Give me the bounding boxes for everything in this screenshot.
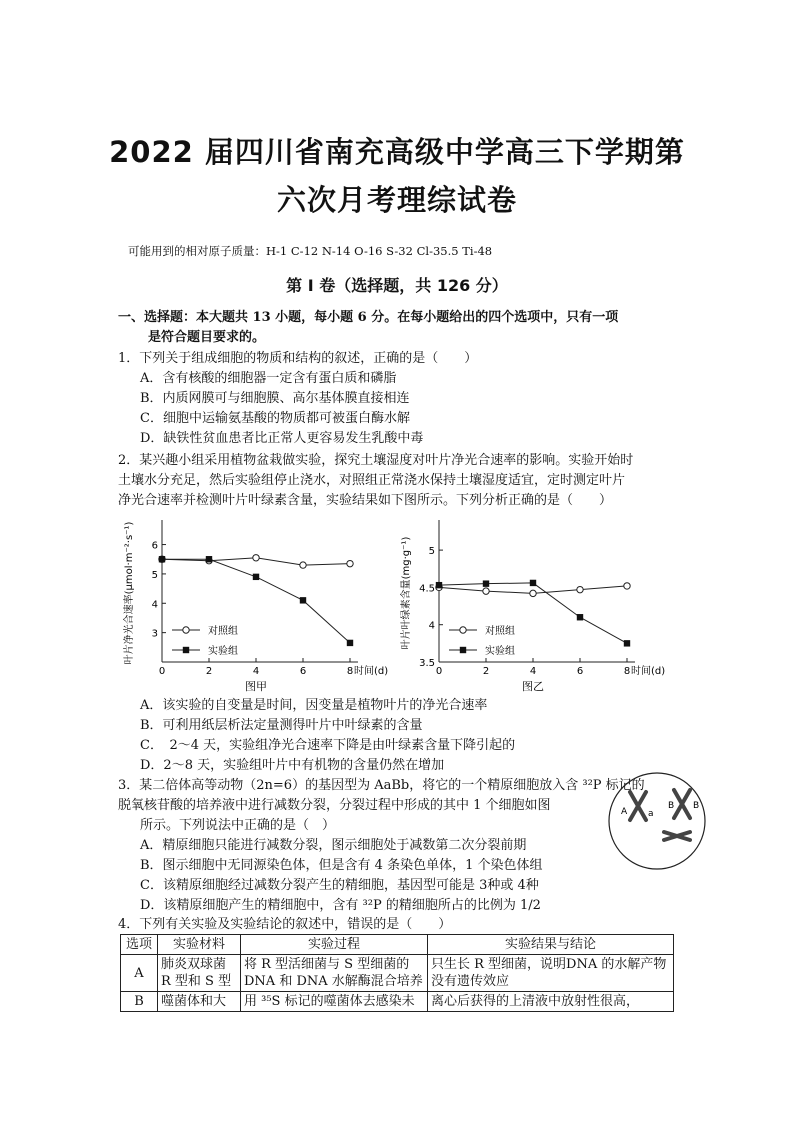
cell-membrane [609,773,705,869]
data-point-experiment [300,597,306,603]
q2-option-c: C． 2～4 天，实验组净光合速率下降是由叶绿素含量下降引起的 [140,738,516,753]
gene-label-b-left: B [668,801,675,811]
legend-label-control: 对照组 [208,626,238,637]
q1-option-b: B．内质网膜可与细胞膜、高尔基体膜直接相连 [140,391,410,406]
atomic-masses: 可能用到的相对原子质量：H-1 C-12 N-14 O-16 S-32 Cl-35.5 Ti-48 [128,244,493,258]
legend-marker-experiment [183,647,189,653]
row-b-material: 噬菌体和大 [158,992,241,1012]
row-b-option: B [121,992,158,1012]
data-point-experiment [577,614,583,620]
gene-label-a-lower: a [648,809,654,819]
header-material: 实验材料 [158,935,241,955]
header-result: 实验结果与结论 [428,935,674,955]
q3-stem-3: 所示。下列说法中正确的是（ ） [140,818,336,833]
y-tick-label: 3 [151,628,158,640]
legend-marker-control [183,627,189,633]
q3-option-c: C．该精原细胞经过减数分裂产生的精细胞，基因型可能是 3种或 4种 [140,878,539,893]
y-tick-label: 4.5 [419,583,435,595]
x-tick-label: 8 [623,666,631,677]
table-header-row [121,935,674,955]
legend-marker-control [460,627,466,633]
row-b-result: 离心后获得的上清液中放射性很高， [428,992,674,1012]
q1-option-a: A．含有核酸的细胞器一定含有蛋白质和磷脂 [140,371,397,386]
y-tick-label: 4 [428,620,435,632]
chart-caption: 图乙 [522,680,544,693]
x-tick-label: 6 [299,666,307,677]
data-point-experiment [206,556,212,562]
q2-stem-2: 土壤水分充足，然后实验组停止浇水，对照组正常浇水保持土壤湿度适宜，定时测定叶片 [118,473,626,488]
x-axis-label: 时间(d) [631,666,666,677]
header-option: 选项 [121,935,158,955]
y-tick-label: 5 [151,569,158,581]
exam-title-line2: 六次月考理综试卷 [276,183,517,217]
q2-option-b: B．可利用纸层析法定量测得叶片中叶绿素的含量 [140,718,423,733]
q3-option-d: D．该精原细胞产生的精细胞中，含有 ³²P 的精细胞所占的比例为 1/2 [140,898,541,913]
x-tick-label: 6 [576,666,584,677]
chart-net-photosynthesis [118,512,408,694]
x-tick-label: 0 [158,666,166,677]
chromosome-right [674,790,690,818]
section-instruction-1: 一、选择题：本大题共 13 小题，每小题 6 分。在每小题给出的四个选项中，只有一项 [118,310,619,325]
data-point-control [624,583,630,589]
table-row [121,955,674,992]
data-point-control [300,562,306,568]
q1-option-d: D．缺铁性贫血患者比正常人更容易发生乳酸中毒 [140,431,424,446]
data-point-experiment [530,580,536,586]
row-a-material: 肺炎双球菌 R 型和 S 型 [158,955,241,992]
q3-option-b: B．图示细胞中无同源染色体，但是含有 4 条染色单体，1 个染色体组 [140,858,543,873]
y-tick-label: 6 [151,540,158,552]
x-tick-label: 4 [529,666,537,677]
x-tick-label: 0 [435,666,443,677]
chart-chlorophyll [395,512,685,694]
data-point-control [483,588,489,594]
y-tick-label: 4 [151,599,158,611]
header-process: 实验过程 [241,935,428,955]
data-point-experiment [436,582,442,588]
q1-option-c: C．细胞中运输氨基酸的物质都可被蛋白酶水解 [140,411,410,426]
q2-option-a: A．该实验的自变量是时间，因变量是植物叶片的净光合速率 [140,698,488,713]
section-instruction-2: 是符合题目要求的。 [148,330,266,345]
gene-label-b-right: B [693,801,700,811]
data-point-control [530,590,536,596]
data-point-control [577,586,583,592]
data-point-control [347,560,353,566]
row-a-result: 只生长 R 型细菌，说明DNA 的水解产物没有遗传效应 [428,955,674,992]
chart-caption: 图甲 [245,680,267,693]
cell-diagram [606,770,708,872]
chromosome-bottom [664,832,690,840]
data-point-experiment [624,640,630,646]
legend-label-experiment: 实验组 [208,646,238,657]
data-point-experiment [483,580,489,586]
q2-stem-3: 净光合速率并检测叶片叶绿素含量，实验结果如下图所示。下列分析正确的是（ ） [118,493,613,508]
data-point-experiment [159,556,165,562]
y-axis-label: 叶片叶绿素含量(mg·g⁻¹) [401,536,412,650]
y-tick-label: 3.5 [419,658,435,669]
data-point-experiment [347,640,353,646]
q4-stem: 4．下列有关实验及实验结论的叙述中，错误的是（ ） [118,917,452,932]
legend-marker-experiment [460,647,466,653]
x-tick-label: 2 [205,666,213,677]
chromosome-left [630,792,646,820]
row-a-option: A [121,955,158,992]
section-heading: 第 Ⅰ 卷（选择题，共 126 分） [286,276,508,295]
y-tick-label: 5 [428,546,435,558]
x-tick-label: 8 [346,666,354,677]
table-row [121,992,674,1012]
x-tick-label: 2 [482,666,490,677]
q3-stem-1: 3．某二倍体高等动物（2n=6）的基因型为 AaBb，将它的一个精原细胞放入含 ³²P 标记的 [118,778,645,793]
x-tick-label: 4 [252,666,260,677]
data-point-control [253,555,259,561]
q3-stem-2: 脱氧核苷酸的培养液中进行减数分裂，分裂过程中形成的其中 1 个细胞如图 [118,798,551,813]
q3-option-a: A．精原细胞只能进行减数分裂，图示细胞处于减数第二次分裂前期 [140,838,527,853]
row-a-process: 将 R 型活细菌与 S 型细菌的 DNA 和 DNA 水解酶混合培养 [241,955,428,992]
exam-title-line1: 2022 届四川省南充高级中学高三下学期第 [109,135,685,169]
x-axis-label: 时间(d) [354,666,389,677]
data-point-experiment [253,574,259,580]
y-axis-label: 叶片净光合速率(μmol·m⁻²·s⁻¹) [124,521,135,665]
legend-label-experiment: 实验组 [485,646,515,657]
q1-stem: 1．下列关于组成细胞的物质和结构的叙述，正确的是（ ） [118,351,478,366]
gene-label-a-upper: A [621,807,628,817]
row-b-process: 用 ³⁵S 标记的噬菌体去感染未 [241,992,428,1012]
legend-label-control: 对照组 [485,626,515,637]
q2-stem-1: 2．某兴趣小组采用植物盆栽做实验，探究土壤湿度对叶片净光合速率的影响。实验开始时 [118,453,634,468]
q4-table [120,934,674,1012]
q2-option-d: D．2～8 天，实验组叶片中有机物的含量仍然在增加 [140,758,445,773]
